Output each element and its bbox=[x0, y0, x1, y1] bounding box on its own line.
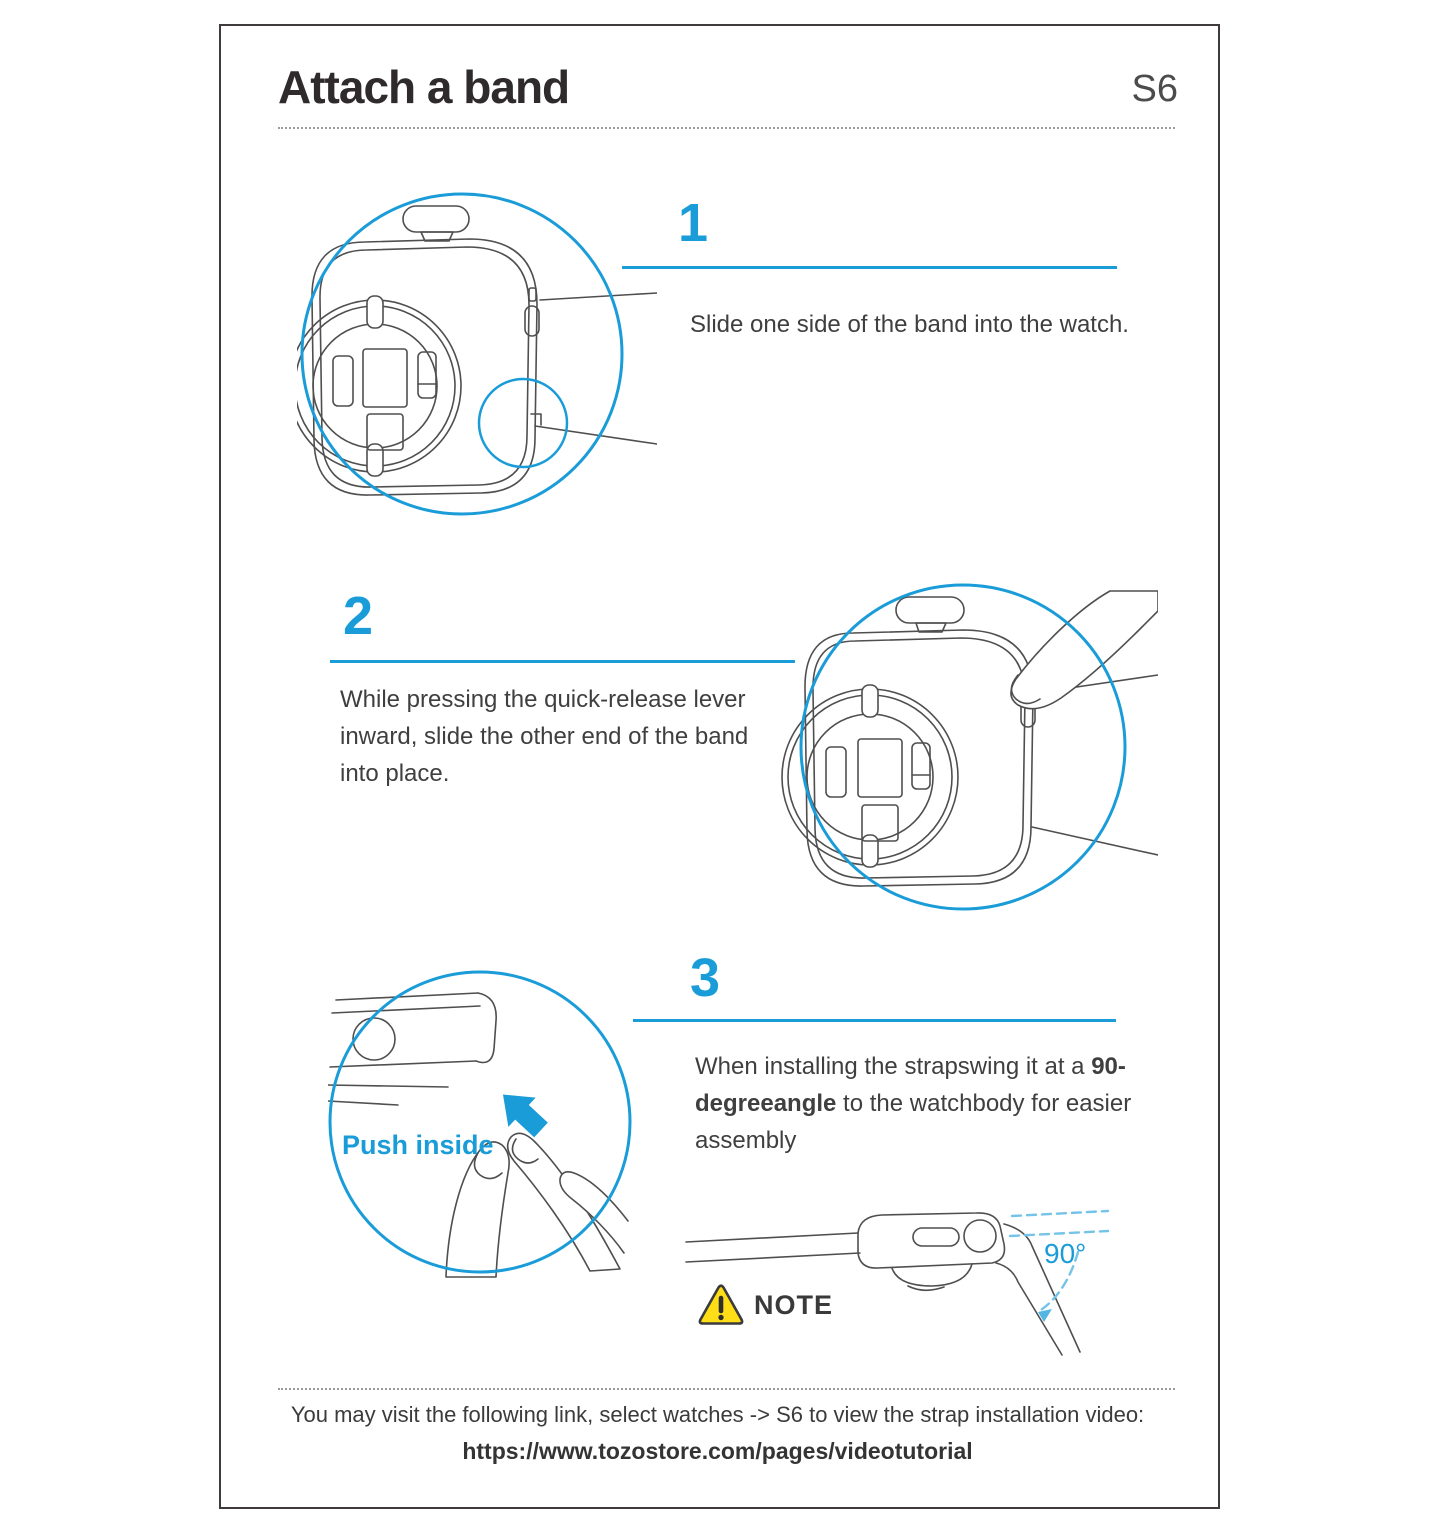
step2-number: 2 bbox=[343, 586, 374, 646]
watch-side-view-icon bbox=[680, 1200, 1110, 1358]
step3-text bbox=[695, 1048, 1145, 1159]
note-label: NOTE bbox=[754, 1289, 834, 1320]
step3-number: 3 bbox=[690, 948, 721, 1008]
step2-rule bbox=[330, 660, 795, 663]
warning-icon bbox=[698, 1283, 744, 1327]
angle-label: 90° bbox=[1044, 1238, 1087, 1269]
footer-divider bbox=[278, 1388, 1175, 1390]
angle-illustration bbox=[680, 1200, 1110, 1363]
note-block bbox=[698, 1283, 833, 1327]
step1-illustration bbox=[297, 186, 657, 531]
step2-illustration bbox=[778, 565, 1158, 920]
push-inside-label: Push inside bbox=[342, 1130, 494, 1160]
step3-text-after: to the watchbody for easier assembly bbox=[695, 1090, 1132, 1154]
step1-text: Slide one side of the band into the watch. bbox=[690, 311, 1129, 338]
step3-text-before: When installing the strapswing it at a bbox=[695, 1053, 1092, 1080]
model-label: S6 bbox=[1131, 68, 1178, 110]
footer-url: https://www.tozostore.com/pages/videotutorial bbox=[462, 1438, 973, 1464]
fingers-push-icon bbox=[328, 945, 638, 1285]
watch-back-finger-icon bbox=[778, 565, 1158, 915]
step3-text-bold: 90-degreeangle bbox=[695, 1053, 1126, 1117]
step1-rule bbox=[622, 266, 1117, 269]
watch-back-band-icon bbox=[297, 186, 657, 526]
step1-number: 1 bbox=[678, 193, 709, 253]
footer-text: You may visit the following link, select watches -> S6 to view the strap installation video: bbox=[290, 1402, 1145, 1427]
step2-text: While pressing the quick-release lever inward, slide the other end of the band into place. bbox=[340, 686, 749, 787]
step3-illustration bbox=[328, 945, 638, 1290]
page-title: Attach a band bbox=[278, 61, 570, 113]
step3-rule bbox=[633, 1019, 1116, 1022]
header-divider bbox=[278, 127, 1175, 129]
